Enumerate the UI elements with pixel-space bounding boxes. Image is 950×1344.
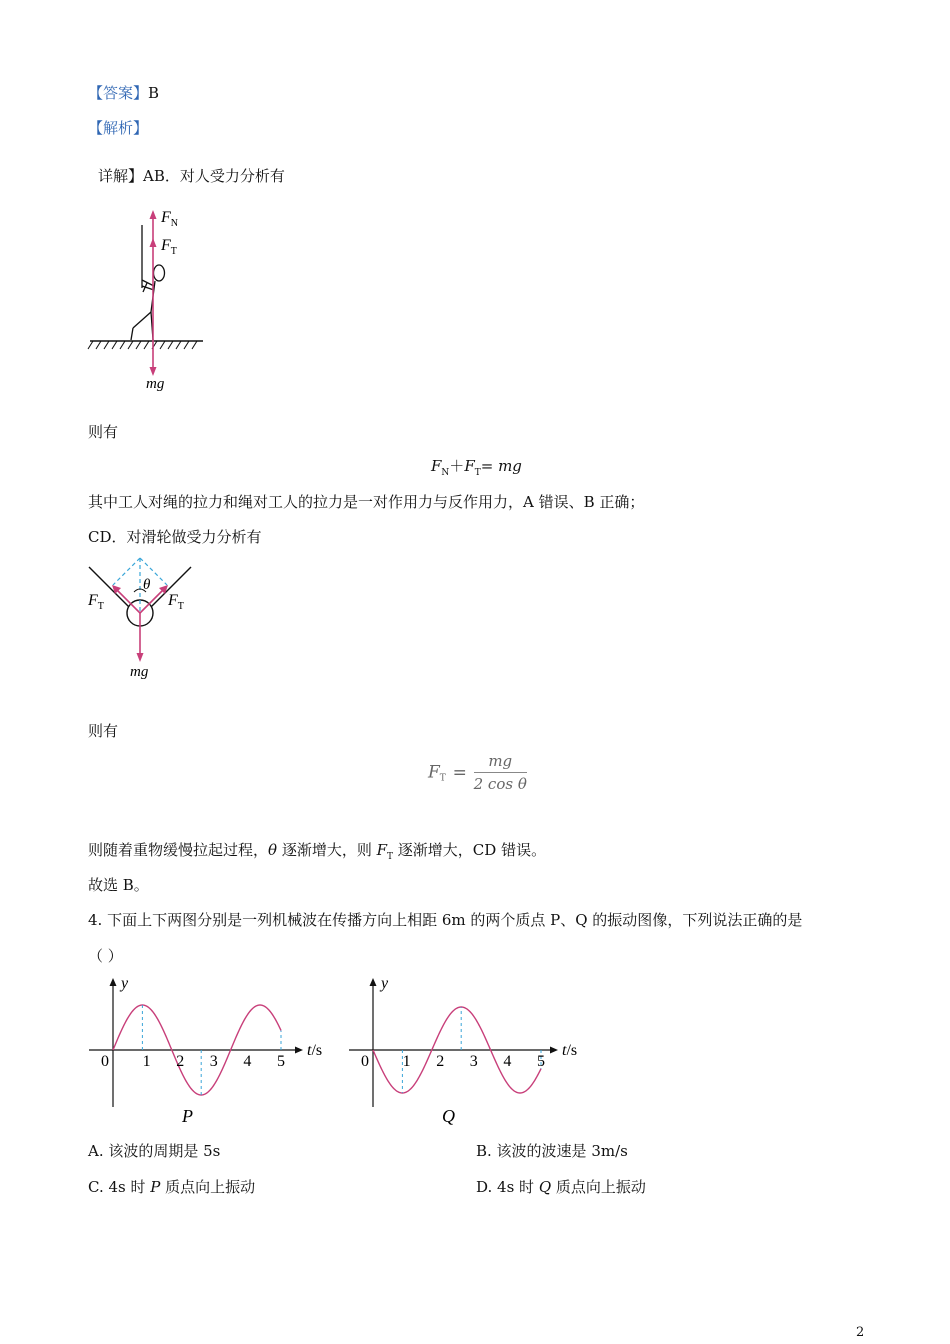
answer-label: 【答案】 (88, 84, 149, 102)
then-have-2: 则有 (88, 722, 119, 740)
then-have-1: 则有 (88, 423, 119, 441)
mg-arrowhead (150, 367, 157, 376)
text-cd: CD．对滑轮做受力分析有 (88, 528, 262, 546)
worker-figure (131, 265, 165, 340)
choose-line: 故选 B。 (88, 876, 149, 894)
analysis-label: 【解析】 (88, 119, 149, 137)
x-tick-label: 2 (176, 1053, 185, 1070)
page-number: 2 (856, 1325, 865, 1340)
x-axis-arrow (295, 1047, 303, 1054)
chart-p (85, 970, 325, 1130)
mg-label-2: mg (130, 664, 149, 680)
chart-q (340, 970, 590, 1130)
text-ab: 其中工人对绳的拉力和绳对工人的拉力是一对作用力与反作用力，A 错误、B 正确； (88, 493, 645, 511)
x-tick-label: 4 (243, 1053, 252, 1070)
chart-title: P (182, 1106, 193, 1126)
ft-label: $F_T$ (161, 237, 177, 257)
answer-value: B (148, 84, 160, 102)
parallelogram-dashed (113, 558, 167, 613)
x-axis-arrow (550, 1047, 558, 1054)
y-axis-arrow (110, 978, 117, 986)
x-tick-label: 3 (209, 1053, 218, 1070)
x-tick-label: 2 (436, 1053, 445, 1070)
equation-2: $F_T$ = $\frac{mg}{\text{2 cos θ}}$ (428, 752, 527, 793)
option-c[interactable]: C. 4s 时 P 质点向上振动 (88, 1178, 256, 1196)
theta-label: θ (143, 577, 151, 593)
detail-line: 详解】AB．对人受力分析有 (98, 167, 285, 185)
option-d[interactable]: D. 4s 时 Q 质点向上振动 (476, 1178, 646, 1196)
x-tick-label: 1 (142, 1053, 151, 1070)
conclusion-line: 则随着重物缓慢拉起过程，θ 逐渐增大，则 $F_T$ 逐渐增大，CD 错误。 (88, 841, 547, 862)
x-tick-label: 5 (277, 1053, 285, 1070)
fn-arrowhead (150, 210, 157, 219)
x-tick-label: 4 (503, 1053, 512, 1070)
fn-label: $F_N$ (161, 209, 179, 229)
question-line-2: （ ） (88, 947, 123, 965)
x-tick-label: 3 (469, 1053, 478, 1070)
y-axis-label: y (381, 975, 389, 992)
ground-hatch (88, 341, 197, 349)
x-tick-label: 0 (101, 1053, 109, 1070)
pulley-force-diagram (85, 555, 215, 685)
x-tick-label: 5 (537, 1053, 545, 1070)
x-tick-label: 0 (361, 1053, 369, 1070)
force-arrows (150, 210, 157, 376)
mg-label-1: mg (146, 376, 165, 392)
x-tick-label: 1 (402, 1053, 411, 1070)
y-axis-arrow (370, 978, 377, 986)
person-force-diagram (85, 200, 225, 395)
eq2-fraction: $\frac{mg}{\text{2 cos θ}}$ (473, 752, 527, 793)
x-axis-label: t/s (562, 1042, 578, 1059)
y-axis-label: y (121, 975, 129, 992)
worker-head (154, 265, 165, 281)
answer-line (88, 82, 159, 103)
chart-title: Q (442, 1106, 455, 1126)
ft-arrowhead (150, 238, 157, 247)
ft-left-label: $F_T$ (88, 592, 104, 612)
question-line-1: 4. 下面上下两图分别是一列机械波在传播方向上相距 6m 的两个质点 P、Q 的振动图像，下列说法正确的是 (88, 911, 803, 929)
x-axis-label: t/s (307, 1042, 323, 1059)
ft-right-label: $F_T$ (168, 592, 184, 612)
option-b[interactable]: B. 该波的波速是 3m/s (476, 1142, 628, 1160)
option-a[interactable]: A. 该波的周期是 5s (88, 1142, 221, 1160)
equation-1: $F_N+F_T=$ mg (431, 457, 522, 478)
